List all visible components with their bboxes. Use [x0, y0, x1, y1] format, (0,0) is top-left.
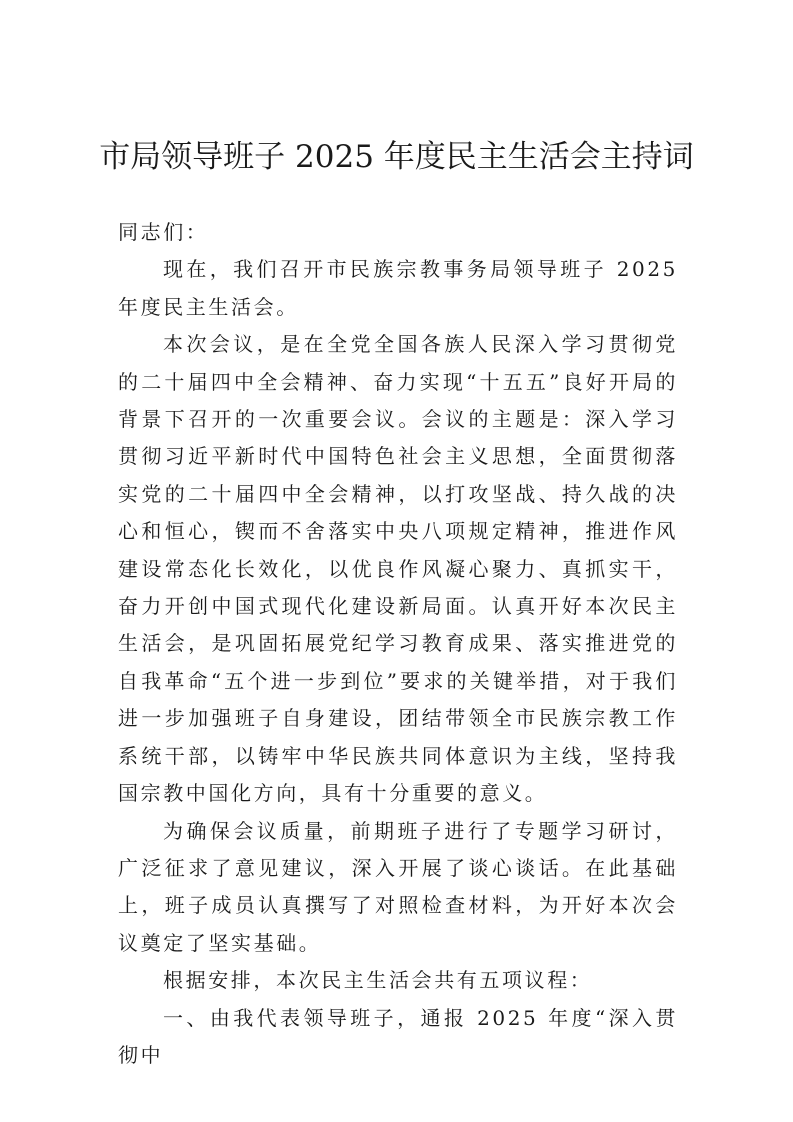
paragraph-agenda-intro: 根据安排，本次民主生活会共有五项议程： [163, 968, 593, 993]
paragraph-preparation: 为确保会议质量，前期班子进行了专题学习研讨，广泛征求了意见建议，深入开展了谈心谈话。在此基础上，班子成员认真撰写了对照检查材料，为开好本次会议奠定了坚实基础。 [118, 818, 678, 955]
paragraph-opening: 现在，我们召开市民族宗教事务局领导班子 2025 年度民主生活会。 [118, 257, 678, 319]
paragraph-agenda-item-1: 一、由我代表领导班子，通报 2025 年度“深入贯彻中 [118, 1005, 678, 1067]
document-title: 市局领导班子 2025 年度民主生活会主持词 [99, 139, 694, 175]
document-body [118, 214, 678, 1074]
paragraph-meeting-purpose: 本次会议，是在全党全国各族人民深入学习贯彻党的二十届四中全会精神、奋力实现“十五五”良好开局的背景下召开的一次重要会议。会议的主题是：深入学习贯彻习近平新时代中国特色社会主义思想，全面贯彻落实党的二十届四中全会精神，以打攻坚战、持久战的决心和恒心，锲而不舍落实中央八项规定精神，推进作风建设常态化长效化，以优良作风凝心聚力、真抓实干，奋力开创中国式现代化建设新局面。认真开好本次民主生活会，是巩固拓展党纪学习教育成果、落实推进党的自我革命“五个进一步到位”要求的关键举措，对于我们进一步加强班子自身建设，团结带领全市民族宗教工作系统干部，以铸牢中华民族共同体意识为主线，坚持我国宗教中国化方向，具有十分重要的意义。 [118, 332, 678, 806]
greeting-line: 同志们： [118, 220, 209, 244]
